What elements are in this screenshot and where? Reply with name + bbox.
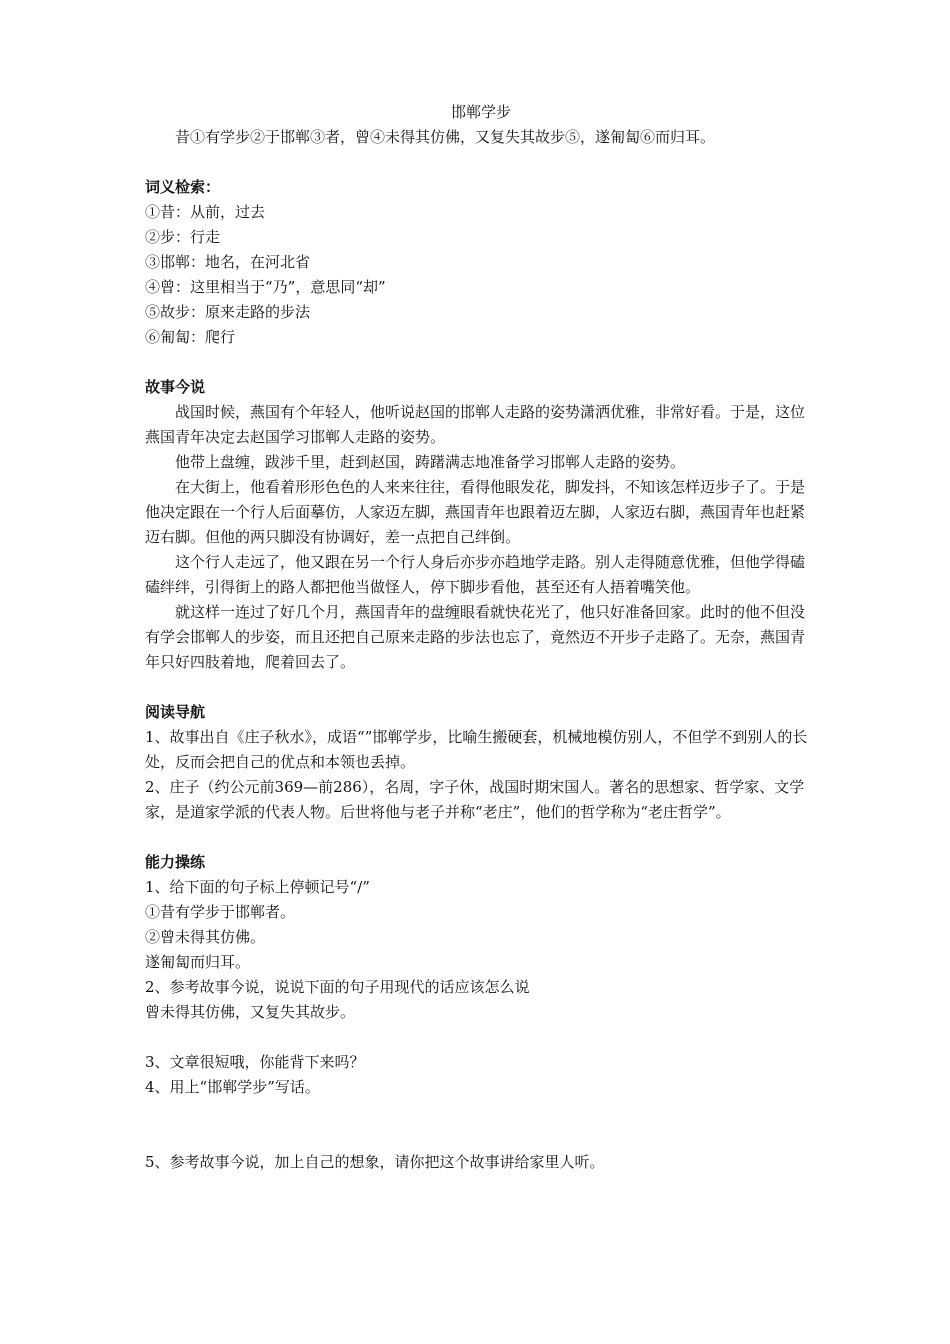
story-paragraph: 他带上盘缠，跋涉千里，赶到赵国，踌躇满志地准备学习邯郸人走路的姿势。 <box>175 453 686 471</box>
spacer <box>145 825 817 850</box>
exercise-question-5: 5、参考故事今说，加上自己的想象，请你把这个故事讲给家里人听。 <box>145 1153 605 1171</box>
original-text: 昔①有学步②于邯郸③者，曾④未得其仿佛，又复失其故步⑤，遂匍匐⑥而归耳。 <box>175 128 716 146</box>
glossary-item: ⑥匍匐：爬行 <box>145 328 236 346</box>
glossary-item: ①昔：从前，过去 <box>145 203 266 221</box>
exercises-heading: 能力操练 <box>145 853 206 871</box>
exercise-question-1: 1、给下面的句子标上停顿记号“/” <box>145 878 370 896</box>
glossary-item: ④曾：这里相当于“乃”，意思同“却” <box>145 278 386 296</box>
story-paragraph: 在大街上，他看着形形色色的人来来往往，看得他眼发花，脚发抖，不知该怎样迈步子了。于是他决定跟在一个行人后面摹仿，人家迈左脚，燕国青年也跟着迈左脚，人家迈右脚，燕国青年也赶紧迈右脚。但他的两只脚没有协调好，差一点把自己绊倒。 <box>145 478 806 546</box>
spacer <box>145 350 817 375</box>
glossary-item: ②步：行走 <box>145 228 221 246</box>
spacer <box>145 150 817 175</box>
exercise-line: 曾未得其仿佛，又复失其故步。 <box>145 1003 356 1021</box>
spacer <box>145 675 817 700</box>
exercise-line: 遂匍匐而归耳。 <box>145 953 251 971</box>
writing-space <box>145 1100 817 1150</box>
guide-item: 2、庄子（约公元前369—前286），名周，字子休，战国时期宋国人。著名的思想家、哲学家、文学家，是道家学派的代表人物。后世将他与老子并称“老庄”，他们的哲学称为“老庄哲学”。 <box>145 778 805 821</box>
exercise-question-3: 3、文章很短哦，你能背下来吗？ <box>145 1053 365 1071</box>
story-paragraph: 战国时候，燕国有个年轻人，他听说赵国的邯郸人走路的姿势潇洒优雅，非常好看。于是，这位燕国青年决定去赵国学习邯郸人走路的姿势。 <box>145 403 806 446</box>
glossary-item: ⑤故步：原来走路的步法 <box>145 303 311 321</box>
exercise-question-2: 2、参考故事今说，说说下面的句子用现代的话应该怎么说 <box>145 978 530 996</box>
glossary-item: ③邯郸：地名，在河北省 <box>145 253 311 271</box>
guide-heading: 阅读导航 <box>145 703 206 721</box>
story-paragraph: 就这样一连过了好几个月，燕国青年的盘缠眼看就快花光了，他只好准备回家。此时的他不但没有学会邯郸人的步姿，而且还把自己原来走路的步法也忘了，竟然迈不开步子走路了。无奈，燕国青年只好四肢着地，爬着回去了。 <box>145 603 806 671</box>
story-paragraph: 这个行人走远了，他又跟在另一个行人身后亦步亦趋地学走路。别人走得随意优雅，但他学得磕磕绊绊，引得街上的路人都把他当做怪人，停下脚步看他，甚至还有人捂着嘴笑他。 <box>145 553 806 596</box>
glossary-heading: 词义检索： <box>145 178 221 196</box>
exercise-line: ①昔有学步于邯郸者。 <box>145 903 296 921</box>
page-title: 邯郸学步 <box>450 103 511 121</box>
document-page <box>145 100 817 1175</box>
spacer <box>145 1025 817 1050</box>
exercise-question-4: 4、用上“邯郸学步”写话。 <box>145 1078 320 1096</box>
story-heading: 故事今说 <box>145 378 206 396</box>
exercise-line: ②曾未得其仿佛。 <box>145 928 266 946</box>
guide-item: 1、故事出自《庄子秋水》，成语“”邯郸学步，比喻生搬硬套，机械地模仿别人，不但学不到别人的长处，反而会把自己的优点和本领也丢掉。 <box>145 728 808 771</box>
